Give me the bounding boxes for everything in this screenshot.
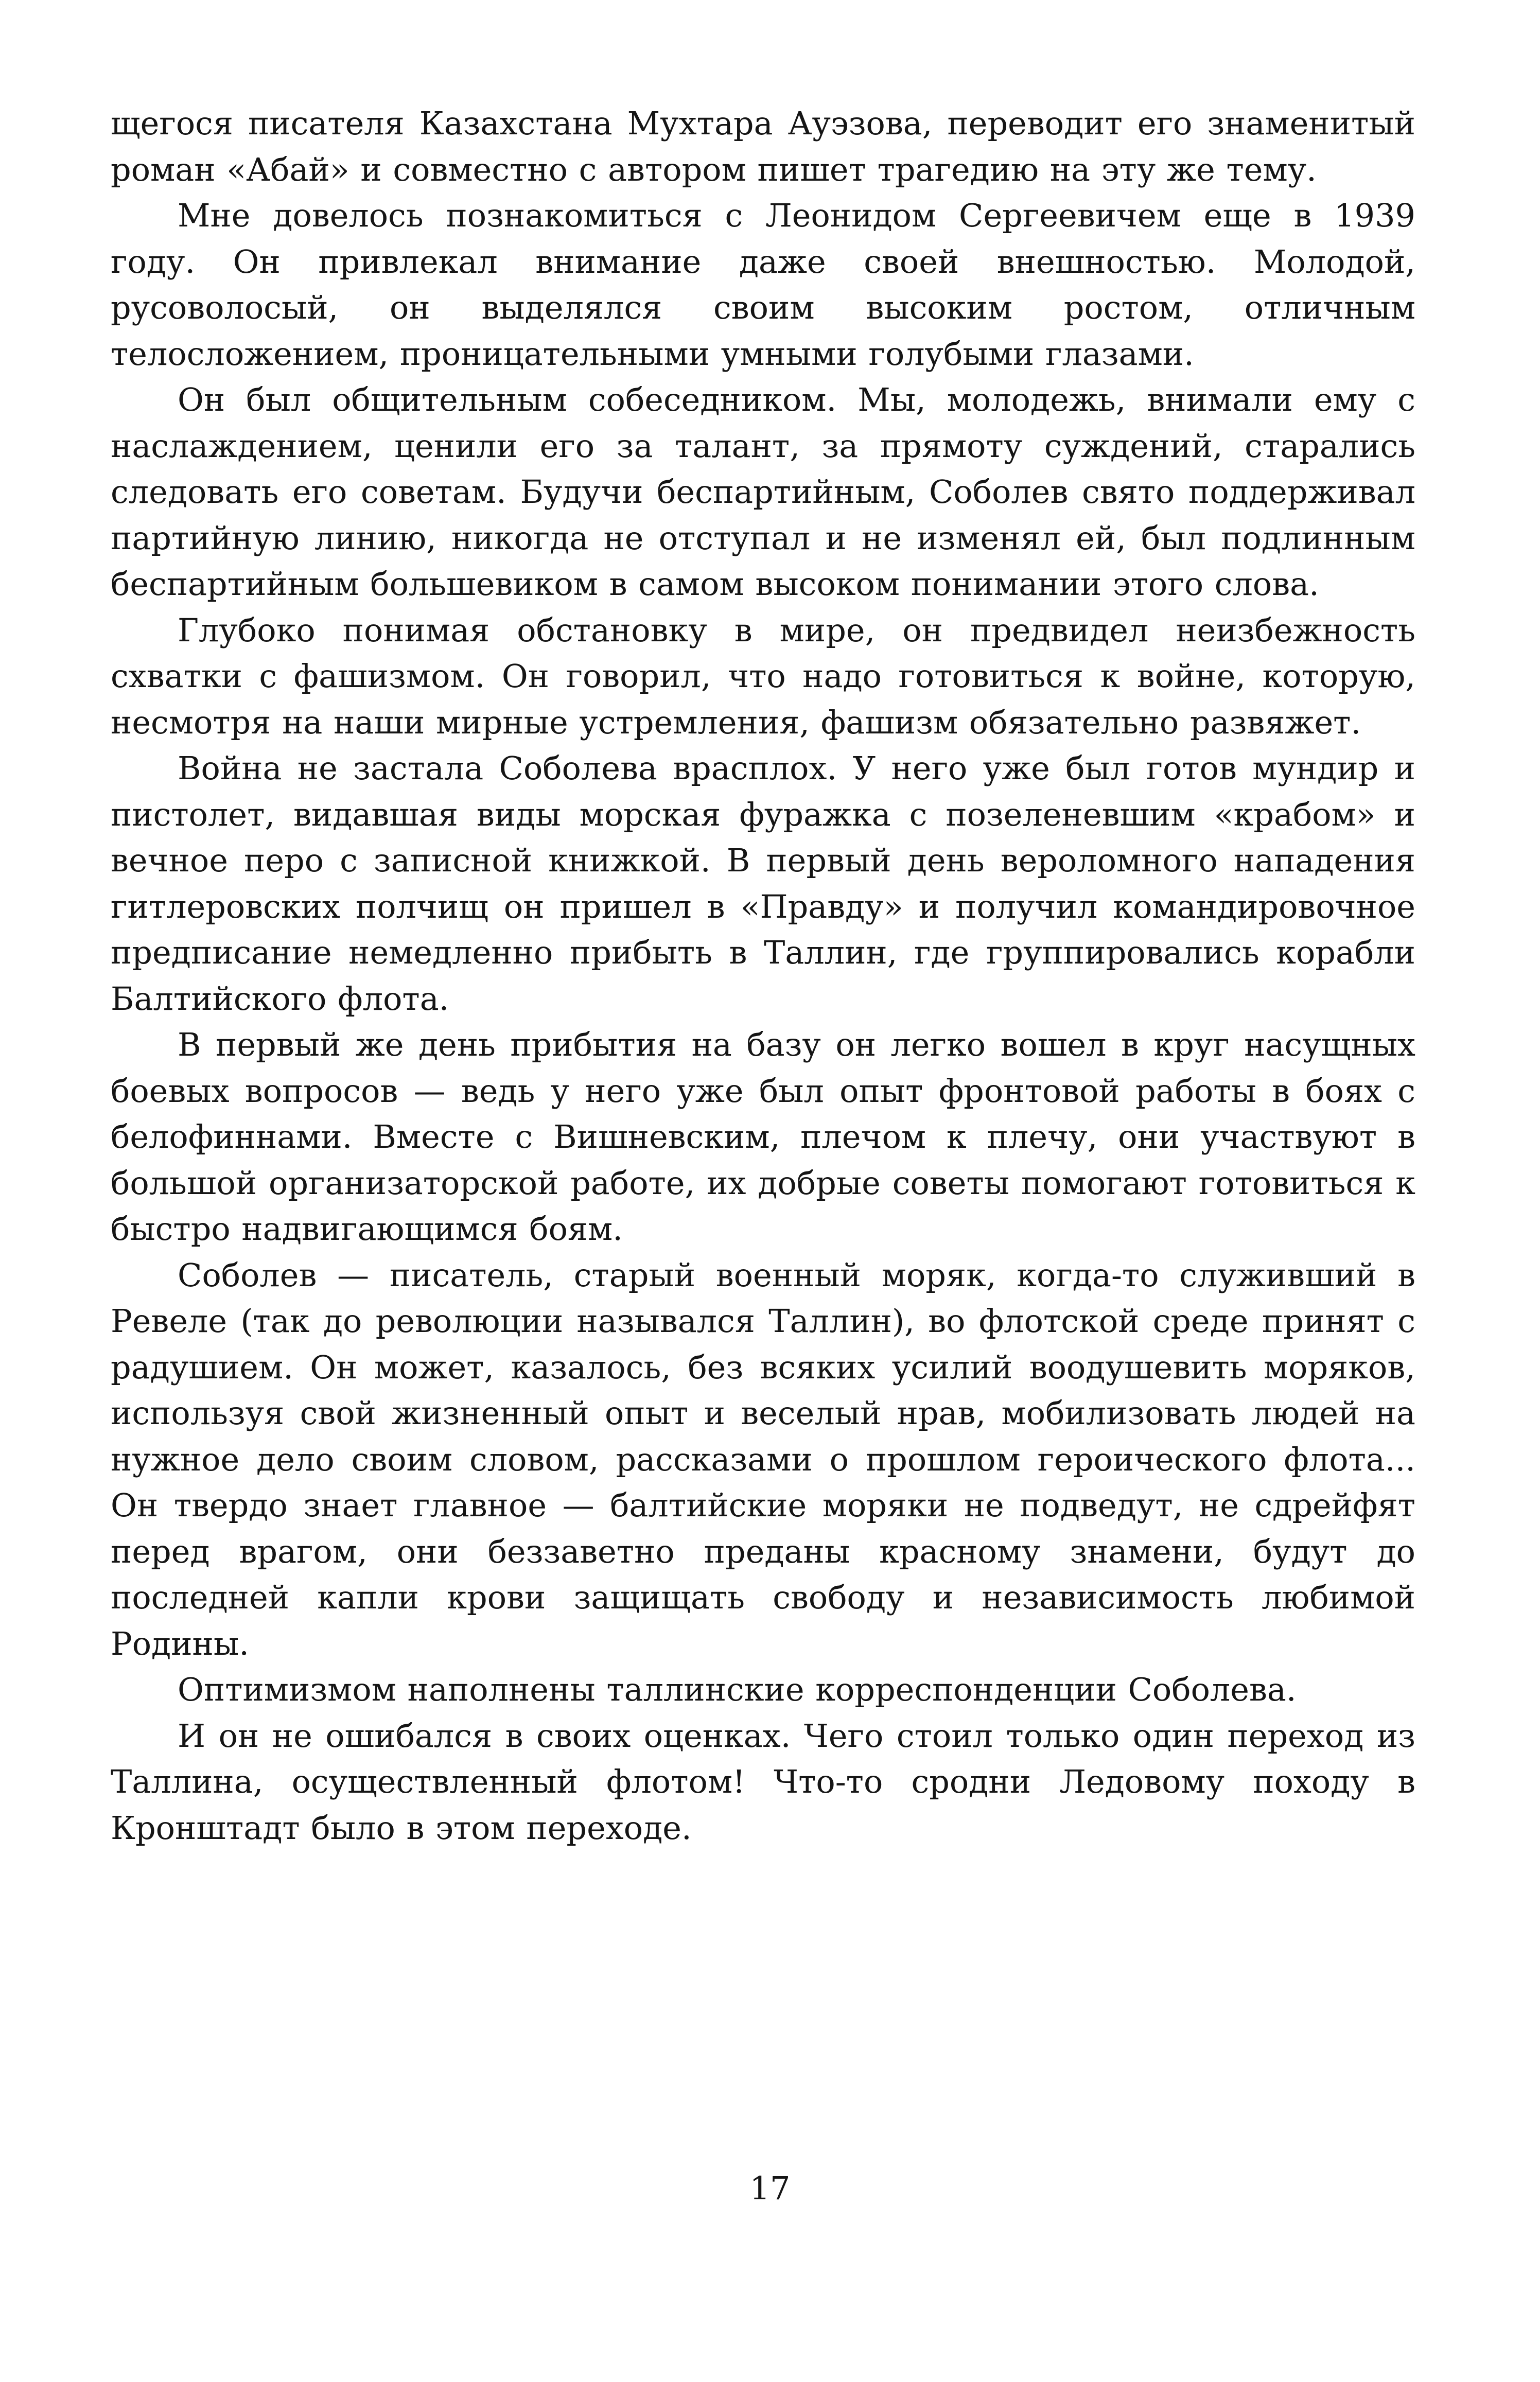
body-text (111, 100, 1415, 1851)
paragraph-writer-sailor: Соболев — писатель, старый военный моряк, когда-то служивший в Ревеле (так до революции назывался Таллин), во флотской среде принят с радушием. Он может, казалось, без всяких усилий воодушевить моряков, используя свой жизненный опыт и веселый нрав, мобилизовать людей на нужное дело своим словом, рассказами о прошлом героического флота... Он твердо знает главное — балтийские моряки не подведут, не сдрейфят перед врагом, они беззаветно преданы красному знамени, будут до последней капли крови защищать свободу и независимость любимой Родины. (111, 1256, 1415, 1662)
paragraph-meeting-1939: Мне довелось познакомиться с Леонидом Сергеевичем еще в 1939 году. Он привлекал внимание даже своей внешностью. Молодой, русоволосый, он выделялся своим высоким ростом, отличным телосложением, проницательными умными голубыми глазами. (111, 197, 1415, 373)
paragraph-optimism: Оптимизмом наполнены таллинские корреспонденции Соболева. (178, 1671, 1297, 1708)
paragraph-war-start: Война не застала Соболева врасплох. У него уже был готов мундир и пистолет, видавшая виды морская фуражка с позеленевшим «крабом» и вечное перо с записной книжкой. В первый день вероломного нападения гитлеровских полчищ он пришел в «Правду» и получил командировочное предписание немедленно прибыть в Таллин, где группировались корабли Балтийского флота. (111, 749, 1415, 1018)
paragraph-continuation: щегося писателя Казахстана Мухтара Ауэзова, переводит его знаменитый роман «Абай» и совместно с автором пишет трагедию на эту же тему. (111, 104, 1415, 188)
paragraph-companion: Он был общительным собеседником. Мы, молодежь, внимали ему с наслаждением, ценили его за талант, за прямоту суждений, старались следовать его советам. Будучи беспартийным, Соболев свято поддерживал партийную линию, никогда не отступал и не изменял ей, был подлинным беспартийным большевиком в самом высоком понимании этого слова. (111, 381, 1415, 603)
paragraph-fascism: Глубоко понимая обстановку в мире, он предвидел неизбежность схватки с фашизмом. Он говорил, что надо готовиться к войне, которую, несмотря на наши мирные устремления, фашизм обязательно развяжет. (111, 611, 1415, 741)
page-number: 17 (749, 2169, 791, 2207)
paragraph-base-arrival: В первый же день прибытия на базу он легко вошел в круг насущных боевых вопросов — ведь у него уже был опыт фронтовой работы в боях с белофиннами. Вместе с Вишневским, плечом к плечу, они участвуют в большой организаторской работе, их добрые советы помогают готовиться к быстро надвигающимся боям. (111, 1026, 1415, 1248)
paragraph-passage: И он не ошибался в своих оценках. Чего стоил только один переход из Таллина, осуществленный флотом! Что-то сродни Ледовому походу в Кронштадт было в этом переходе. (111, 1717, 1415, 1847)
